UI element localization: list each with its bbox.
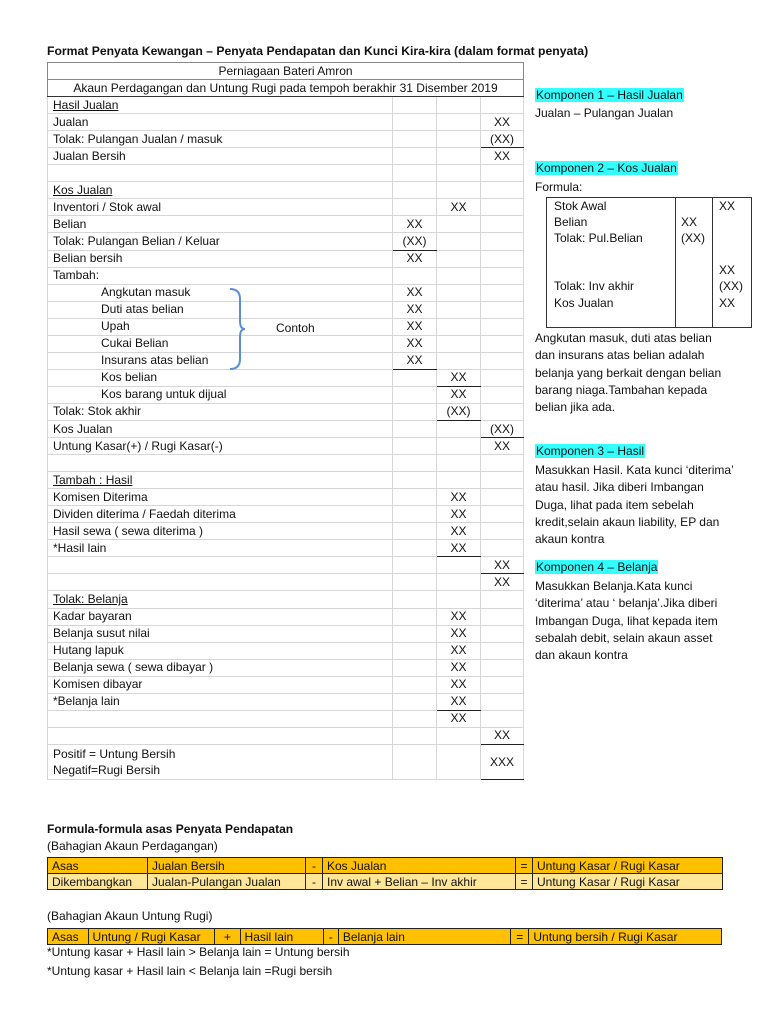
col-1-value: XX bbox=[393, 335, 437, 352]
formula-row-untung-rugi bbox=[48, 929, 722, 945]
row-label: Hutang lapuk bbox=[48, 642, 393, 659]
statement-row bbox=[48, 727, 524, 744]
col-3-value bbox=[481, 216, 524, 233]
formula-cell: Dikembangkan bbox=[48, 874, 148, 890]
col-1-value bbox=[393, 182, 437, 199]
col-2-value: XX bbox=[437, 710, 481, 727]
col-3-value bbox=[481, 693, 524, 710]
col-1-value: XX bbox=[393, 318, 437, 335]
net-result-row bbox=[48, 744, 524, 779]
col-3-value bbox=[481, 625, 524, 642]
row-label: Jualan Bersih bbox=[48, 148, 393, 165]
formula-cell: Kos Jualan bbox=[323, 858, 516, 874]
row-label: Jualan bbox=[48, 114, 393, 131]
col-1-value: XX bbox=[393, 301, 437, 318]
stok-awal-label: Stok Awal bbox=[554, 199, 607, 213]
col-3-value bbox=[481, 199, 524, 216]
row-label: Kos Jualan bbox=[48, 182, 393, 199]
stok-awal-value: XX bbox=[719, 199, 736, 213]
statement-row bbox=[48, 114, 524, 131]
row-label: Belanja susut nilai bbox=[48, 625, 393, 642]
komponen-3-title: Komponen 3 – Hasil bbox=[536, 444, 645, 458]
col-2-value: XX bbox=[437, 199, 481, 216]
formula-cell: = bbox=[511, 929, 529, 945]
formula-cell: - bbox=[323, 929, 338, 945]
row-label: Kadar bayaran bbox=[48, 608, 393, 625]
row-label bbox=[48, 710, 393, 727]
statement-row bbox=[48, 693, 524, 710]
row-label: Inventori / Stok awal bbox=[48, 199, 393, 216]
row-label: Tolak: Belanja bbox=[48, 591, 393, 608]
note-untung-bersih: *Untung kasar + Hasil lain > Belanja lain = Untung bersih bbox=[47, 945, 350, 959]
col-1-value bbox=[393, 455, 437, 472]
row-label: Hasil Jualan bbox=[48, 97, 393, 114]
formula-cell: Hasil lain bbox=[240, 929, 323, 945]
statement-row bbox=[48, 165, 524, 182]
row-label bbox=[48, 165, 393, 182]
col-2-value: (XX) bbox=[437, 403, 481, 420]
note-rugi-bersih: *Untung kasar + Hasil lain < Belanja lain =Rugi bersih bbox=[47, 964, 333, 978]
col-3-value bbox=[481, 676, 524, 693]
statement-row bbox=[48, 97, 524, 114]
col-3-value bbox=[481, 540, 524, 557]
empty-cell bbox=[393, 744, 437, 779]
kos-jualan-value: XX bbox=[719, 296, 736, 310]
col-1-value bbox=[393, 148, 437, 165]
statement-row bbox=[48, 403, 524, 420]
col-3-value bbox=[481, 642, 524, 659]
tolak-inv-label: Tolak: Inv akhir bbox=[554, 279, 635, 293]
col-2-value: XX bbox=[437, 608, 481, 625]
row-label: Tolak: Stok akhir bbox=[48, 403, 393, 420]
komponen-4-title: Komponen 4 – Belanja bbox=[536, 560, 658, 574]
col-2-value bbox=[437, 165, 481, 182]
row-label bbox=[48, 727, 393, 744]
col-3-value: XX bbox=[481, 574, 524, 591]
statement-row bbox=[48, 625, 524, 642]
formula-cell: - bbox=[306, 858, 323, 874]
row-label: Tolak: Pulangan Jualan / masuk bbox=[48, 131, 393, 148]
row-label: Komisen dibayar bbox=[48, 676, 393, 693]
row-label bbox=[48, 574, 393, 591]
formula-cell: Jualan-Pulangan Jualan bbox=[148, 874, 306, 890]
kos-jualan-label: Kos Jualan bbox=[554, 296, 614, 310]
formula-label: Formula: bbox=[535, 180, 583, 194]
col-2-value bbox=[437, 267, 481, 284]
formula-cell: Belanja lain bbox=[338, 929, 510, 945]
tolak-pul-value: (XX) bbox=[681, 231, 705, 245]
col-3-value bbox=[481, 710, 524, 727]
formula-cell: Untung / Rugi Kasar bbox=[88, 929, 215, 945]
statement-row bbox=[48, 233, 524, 250]
col-3-value bbox=[481, 182, 524, 199]
row-label: Belanja sewa ( sewa dibayar ) bbox=[48, 659, 393, 676]
empty-cell bbox=[437, 744, 481, 779]
col-2-value bbox=[437, 335, 481, 352]
col-2-value bbox=[437, 727, 481, 744]
row-label bbox=[48, 557, 393, 574]
formula-cell: + bbox=[215, 929, 240, 945]
col-1-value bbox=[393, 489, 437, 506]
row-label: Duti atas belian bbox=[48, 301, 393, 318]
statement-row bbox=[48, 591, 524, 608]
col-1-value bbox=[393, 97, 437, 114]
col-1-value bbox=[393, 438, 437, 455]
row-label: Tolak: Pulangan Belian / Keluar bbox=[48, 233, 393, 250]
trading-formula-table bbox=[47, 857, 723, 890]
komponen-2-text: Angkutan masuk, duti atas belian dan insurans atas belian adalah belanja yang berkait dengan belian barang niaga.Tambahan kepada belian jika ada. bbox=[535, 331, 722, 415]
col-3-value bbox=[481, 472, 524, 489]
col-2-value bbox=[437, 233, 481, 250]
statement-row bbox=[48, 472, 524, 489]
formula-row-dikembangkan bbox=[48, 874, 723, 890]
col-2-value bbox=[437, 131, 481, 148]
col-1-value bbox=[393, 642, 437, 659]
row-label: Kos Jualan bbox=[48, 420, 393, 437]
col-3-value bbox=[481, 97, 524, 114]
formula-cell: Untung Kasar / Rugi Kasar bbox=[533, 874, 723, 890]
statement-row bbox=[48, 676, 524, 693]
income-statement-table bbox=[47, 62, 524, 780]
col-3-value: XX bbox=[481, 114, 524, 131]
statement-row bbox=[48, 438, 524, 455]
col-3-value bbox=[481, 233, 524, 250]
row-label: Hasil sewa ( sewa diterima ) bbox=[48, 523, 393, 540]
formula-cell: Inv awal + Belian – Inv akhir bbox=[323, 874, 516, 890]
komponen-1-title: Komponen 1 – Hasil Jualan bbox=[536, 88, 683, 102]
page-title: Format Penyata Kewangan – Penyata Pendapatan dan Kunci Kira-kira (dalam format penyata) bbox=[47, 44, 589, 58]
row-label: Untung Kasar(+) / Rugi Kasar(-) bbox=[48, 438, 393, 455]
row-label: Upah bbox=[48, 318, 393, 335]
col-3-value bbox=[481, 284, 524, 301]
row-label bbox=[48, 455, 393, 472]
row-label: Belian bbox=[48, 216, 393, 233]
statement-row bbox=[48, 659, 524, 676]
col-1-value bbox=[393, 131, 437, 148]
col-3-value bbox=[481, 352, 524, 369]
col-2-value bbox=[437, 301, 481, 318]
col-3-value bbox=[481, 267, 524, 284]
col-1-value: XX bbox=[393, 352, 437, 369]
col-3-value bbox=[481, 386, 524, 403]
col-2-value bbox=[437, 420, 481, 437]
col-1-value bbox=[393, 420, 437, 437]
col-1-value bbox=[393, 608, 437, 625]
company-name: Perniagaan Bateri Amron bbox=[48, 63, 524, 80]
statement-row bbox=[48, 267, 524, 284]
col-2-value bbox=[437, 455, 481, 472]
col-3-value: (XX) bbox=[481, 420, 524, 437]
col-3-value: XX bbox=[481, 438, 524, 455]
net-result-value: XXX bbox=[481, 744, 524, 779]
col-1-value bbox=[393, 472, 437, 489]
col-1-value bbox=[393, 403, 437, 420]
statement-row bbox=[48, 369, 524, 386]
col-2-value bbox=[437, 114, 481, 131]
col-3-value: XX bbox=[481, 148, 524, 165]
col-2-value bbox=[437, 591, 481, 608]
col-2-value bbox=[437, 574, 481, 591]
col-2-value: XX bbox=[437, 489, 481, 506]
col-2-value bbox=[437, 438, 481, 455]
col-1-value bbox=[393, 574, 437, 591]
formula-row-asas bbox=[48, 858, 723, 874]
col-2-value: XX bbox=[437, 523, 481, 540]
statement-row bbox=[48, 284, 524, 301]
formulas-title: Formula-formula asas Penyata Pendapatan bbox=[47, 822, 294, 836]
col-2-value bbox=[437, 557, 481, 574]
statement-row bbox=[48, 148, 524, 165]
statement-row bbox=[48, 131, 524, 148]
col-1-value bbox=[393, 591, 437, 608]
col-1-value bbox=[393, 369, 437, 386]
row-label: Dividen diterima / Faedah diterima bbox=[48, 506, 393, 523]
col-1-value bbox=[393, 557, 437, 574]
row-label: Tambah : Hasil bbox=[48, 472, 393, 489]
col-2-value: XX bbox=[437, 506, 481, 523]
col-1-value: XX bbox=[393, 216, 437, 233]
statement-row bbox=[48, 182, 524, 199]
row-label: Kos barang untuk dijual bbox=[48, 386, 393, 403]
col-1-value bbox=[393, 506, 437, 523]
col-3-value bbox=[481, 489, 524, 506]
formula-cell: = bbox=[516, 874, 533, 890]
statement-row bbox=[48, 250, 524, 267]
row-label: Kos belian bbox=[48, 369, 393, 386]
formula-cell: = bbox=[516, 858, 533, 874]
komponen-1-text: Jualan – Pulangan Jualan bbox=[535, 106, 674, 120]
col-1-value bbox=[393, 114, 437, 131]
komponen-3-text: Masukkan Hasil. Kata kunci ‘diterima’ atau hasil. Jika diberi Imbangan Duga, lihat pada item sebelah kredit,selain akaun liability, EP dan akaun kontra bbox=[535, 463, 734, 547]
col-1-value bbox=[393, 676, 437, 693]
formula-cell: - bbox=[306, 874, 323, 890]
col-3-value bbox=[481, 591, 524, 608]
col-2-value: XX bbox=[437, 642, 481, 659]
col-1-value: XX bbox=[393, 250, 437, 267]
statement-row bbox=[48, 506, 524, 523]
col-1-value bbox=[393, 659, 437, 676]
statement-row bbox=[48, 352, 524, 369]
tolak-pul-label: Tolak: Pul.Belian bbox=[554, 231, 643, 245]
statement-row bbox=[48, 540, 524, 557]
col-1-value bbox=[393, 710, 437, 727]
statement-subtitle: Akaun Perdagangan dan Untung Rugi pada tempoh berakhir 31 Disember 2019 bbox=[48, 80, 524, 97]
statement-row bbox=[48, 420, 524, 437]
formula-cell: Untung bersih / Rugi Kasar bbox=[529, 929, 722, 945]
statement-row bbox=[48, 557, 524, 574]
row-label: *Belanja lain bbox=[48, 693, 393, 710]
formulas-sub-2: (Bahagian Akaun Untung Rugi) bbox=[47, 909, 213, 923]
row-label: Belian bersih bbox=[48, 250, 393, 267]
tolak-inv-value: (XX) bbox=[719, 279, 743, 293]
row-label: Cukai Belian bbox=[48, 335, 393, 352]
belian-value: XX bbox=[681, 215, 698, 229]
row-label: Angkutan masuk bbox=[48, 284, 393, 301]
net-result-label bbox=[48, 744, 393, 779]
col-3-value bbox=[481, 301, 524, 318]
col-2-value bbox=[437, 472, 481, 489]
row-label: *Hasil lain bbox=[48, 540, 393, 557]
col-1-value: (XX) bbox=[393, 233, 437, 250]
col-2-value bbox=[437, 352, 481, 369]
formulas-sub-1: (Bahagian Akaun Perdagangan) bbox=[47, 839, 218, 853]
positif-label: Positif = Untung Bersih bbox=[53, 746, 176, 761]
col-2-value bbox=[437, 318, 481, 335]
col-3-value bbox=[481, 250, 524, 267]
col-1-value bbox=[393, 386, 437, 403]
col-3-value bbox=[481, 523, 524, 540]
col-2-value bbox=[437, 148, 481, 165]
statement-row bbox=[48, 608, 524, 625]
statement-row bbox=[48, 335, 524, 352]
col-2-value bbox=[437, 216, 481, 233]
komponen-2-title: Komponen 2 – Kos Jualan bbox=[536, 161, 677, 175]
col-2-value: XX bbox=[437, 659, 481, 676]
formula-cell: Asas bbox=[48, 858, 148, 874]
komponen-4-text: Masukkan Belanja.Kata kunci ‘diterima’ atau ‘ belanja’.Jika diberi Imbangan Duga, lihat kepada item sebalah debit, selain akaun asset dan akaun kontra bbox=[535, 579, 718, 663]
kos-jualan-formula-box bbox=[546, 197, 752, 328]
col-3-value bbox=[481, 318, 524, 335]
subtotal-value: XX bbox=[719, 263, 736, 277]
col-3-value bbox=[481, 165, 524, 182]
col-3-value bbox=[481, 455, 524, 472]
col-1-value bbox=[393, 625, 437, 642]
col-2-value: XX bbox=[437, 369, 481, 386]
row-label: Insurans atas belian bbox=[48, 352, 393, 369]
col-3-value: (XX) bbox=[481, 131, 524, 148]
col-1-value bbox=[393, 165, 437, 182]
statement-row bbox=[48, 301, 524, 318]
statement-row bbox=[48, 216, 524, 233]
col-2-value: XX bbox=[437, 676, 481, 693]
col-2-value: XX bbox=[437, 386, 481, 403]
col-2-value: XX bbox=[437, 693, 481, 710]
profit-loss-formula-table bbox=[47, 928, 722, 945]
statement-row bbox=[48, 386, 524, 403]
row-label: Tambah: bbox=[48, 267, 393, 284]
col-2-value: XX bbox=[437, 625, 481, 642]
col-3-value bbox=[481, 659, 524, 676]
brace-icon bbox=[228, 287, 246, 371]
col-2-value bbox=[437, 284, 481, 301]
col-3-value bbox=[481, 608, 524, 625]
contoh-label: Contoh bbox=[276, 321, 315, 335]
col-3-value bbox=[481, 369, 524, 386]
statement-row bbox=[48, 489, 524, 506]
col-2-value bbox=[437, 182, 481, 199]
row-label: Komisen Diterima bbox=[48, 489, 393, 506]
col-3-value bbox=[481, 403, 524, 420]
formula-cell: Asas bbox=[48, 929, 89, 945]
col-3-value: XX bbox=[481, 557, 524, 574]
col-1-value bbox=[393, 540, 437, 557]
col-2-value bbox=[437, 250, 481, 267]
negatif-label: Negatif=Rugi Bersih bbox=[53, 762, 161, 777]
formula-cell: Jualan Bersih bbox=[148, 858, 306, 874]
statement-row bbox=[48, 455, 524, 472]
statement-row bbox=[48, 523, 524, 540]
formula-cell: Untung Kasar / Rugi Kasar bbox=[533, 858, 723, 874]
statement-row bbox=[48, 199, 524, 216]
col-3-value bbox=[481, 335, 524, 352]
col-1-value bbox=[393, 727, 437, 744]
col-2-value bbox=[437, 97, 481, 114]
statement-row bbox=[48, 710, 524, 727]
col-1-value bbox=[393, 267, 437, 284]
col-1-value bbox=[393, 199, 437, 216]
belian-label: Belian bbox=[554, 215, 588, 229]
col-2-value: XX bbox=[437, 540, 481, 557]
col-1-value bbox=[393, 523, 437, 540]
statement-row bbox=[48, 642, 524, 659]
col-3-value bbox=[481, 506, 524, 523]
col-1-value bbox=[393, 693, 437, 710]
col-3-value: XX bbox=[481, 727, 524, 744]
col-1-value: XX bbox=[393, 284, 437, 301]
statement-row bbox=[48, 574, 524, 591]
